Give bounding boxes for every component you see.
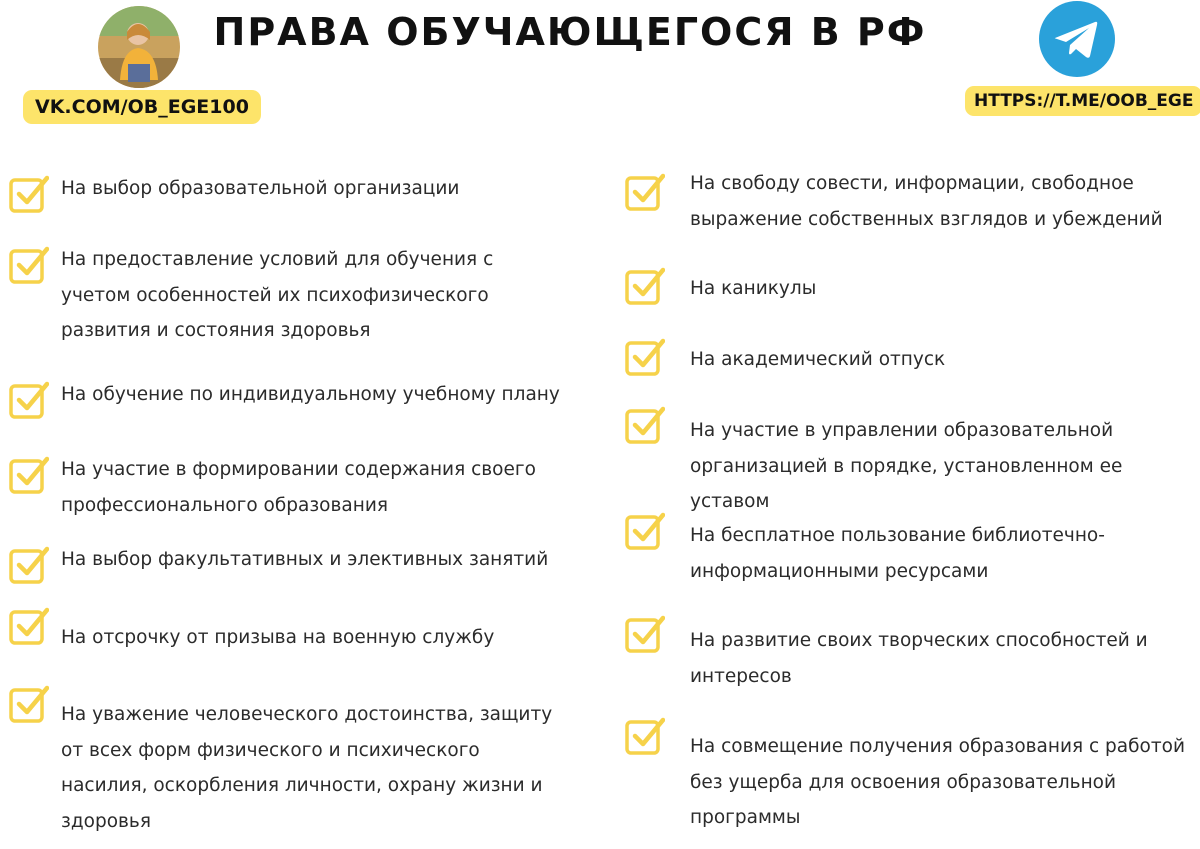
check-icon xyxy=(625,337,665,377)
telegram-link[interactable]: HTTPS://T.ME/OOB_EGE xyxy=(965,86,1200,116)
check-icon xyxy=(9,545,49,585)
right-text: На выбор образовательной организации xyxy=(61,178,460,199)
page-title: ПРАВА ОБУЧАЮЩЕГОСЯ В РФ xyxy=(213,10,927,54)
check-icon xyxy=(9,174,49,214)
check-icon xyxy=(625,172,665,212)
vk-link[interactable]: VK.COM/OB_EGE100 xyxy=(23,90,261,124)
right-text: На предоставление условий для обучения с учетом особенностей их психофизического развития и состояния здоровья xyxy=(61,249,494,341)
check-icon xyxy=(9,380,49,420)
check-icon xyxy=(625,511,665,551)
right-text: На академический отпуск xyxy=(690,349,946,370)
telegram-icon[interactable] xyxy=(1039,1,1115,77)
right-text: На свободу совести, информации, свободное выражение собственных взглядов и убеждений xyxy=(690,173,1163,230)
right-text: На совмещение получения образования с работой без ущерба для освоения образовательной программы xyxy=(690,736,1185,828)
check-icon xyxy=(9,455,49,495)
check-icon xyxy=(9,606,49,646)
check-icon xyxy=(9,245,49,285)
right-text: На уважение человеческого достоинства, защиту от всех форм физического и психического насилия, оскорбления личности, охрану жизни и здоровья xyxy=(61,704,553,832)
right-text: На бесплатное пользование библиотечно-информационными ресурсами xyxy=(690,525,1105,582)
right-text: На каникулы xyxy=(690,278,817,299)
check-icon xyxy=(625,614,665,654)
right-text: На участие в управлении образовательной организацией в порядке, установленном ее уставом xyxy=(690,420,1123,512)
avatar xyxy=(98,6,180,88)
right-text: На развитие своих творческих способностей и интересов xyxy=(690,630,1148,687)
right-text: На выбор факультативных и элективных занятий xyxy=(61,549,549,570)
check-icon xyxy=(625,266,665,306)
right-text: На участие в формировании содержания своего профессионального образования xyxy=(61,459,536,516)
avatar-photo xyxy=(98,6,180,88)
right-text: На отсрочку от призыва на военную службу xyxy=(61,627,495,648)
right-text: На обучение по индивидуальному учебному плану xyxy=(61,384,560,405)
check-icon xyxy=(9,684,49,724)
check-icon xyxy=(625,405,665,445)
check-icon xyxy=(625,716,665,756)
